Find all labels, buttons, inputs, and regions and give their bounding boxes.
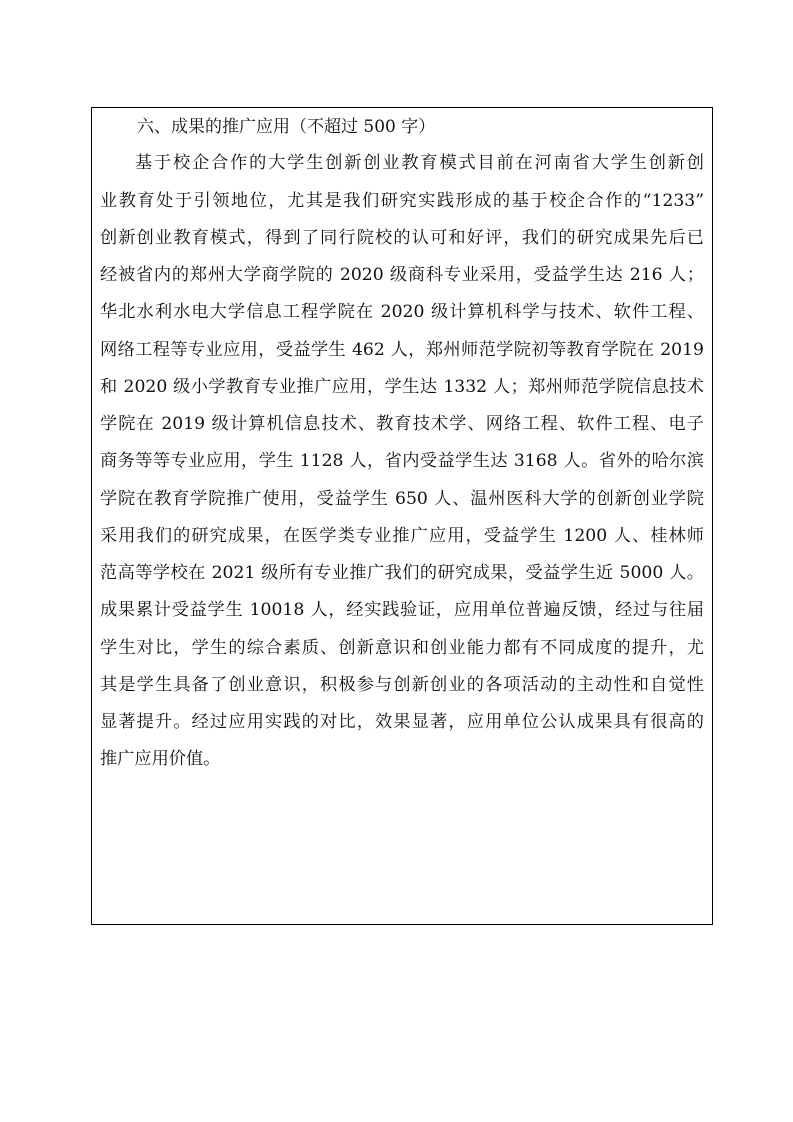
paragraph-line: 学生对比，学生的综合素质、创新意识和创业能力都有不同成度的提升，尤 [100,638,704,658]
paragraph-line: 采用我们的研究成果，在医学类专业推广应用，受益学生 1200 人、桂林师 [100,526,704,546]
section-heading: 六、成果的推广应用（不超过 500 字） [137,117,436,137]
paragraph-line: 业教育处于引领地位，尤其是我们研究实践形成的基于校企合作的“1233” [100,191,704,211]
paragraph-line: 经被省内的郑州大学商学院的 2020 级商科专业采用，受益学生达 216 人； [100,265,704,285]
paragraph-line: 推广应用价值。 [100,749,221,769]
paragraph-line: 和 2020 级小学教育专业推广应用，学生达 1332 人；郑州师范学院信息技术 [100,377,704,397]
content-frame [91,107,713,925]
paragraph-line: 其是学生具备了创业意识，积极参与创新创业的各项活动的主动性和自觉性 [100,675,704,695]
paragraph-line: 基于校企合作的大学生创新创业教育模式目前在河南省大学生创新创 [135,153,704,173]
paragraph-line: 成果累计受益学生 10018 人，经实践验证，应用单位普遍反馈，经过与往届 [100,600,704,620]
paragraph-line: 学院在教育学院推广使用，受益学生 650 人、温州医科大学的创新创业学院 [100,489,704,509]
paragraph-line: 网络工程等专业应用，受益学生 462 人，郑州师范学院初等教育学院在 2019 [100,340,704,360]
paragraph-line: 显著提升。经过应用实践的对比，效果显著，应用单位公认成果具有很高的 [100,712,704,732]
paragraph-line: 华北水利水电大学信息工程学院在 2020 级计算机科学与技术、软件工程、 [100,302,704,322]
paragraph-line: 创新创业教育模式，得到了同行院校的认可和好评，我们的研究成果先后已 [100,228,704,248]
paragraph-line: 范高等学校在 2021 级所有专业推广我们的研究成果，受益学生近 5000 人。 [100,563,704,583]
paragraph-line: 商务等等专业应用，学生 1128 人，省内受益学生达 3168 人。省外的哈尔滨 [100,451,704,471]
paragraph-line: 学院在 2019 级计算机信息技术、教育技术学、网络工程、软件工程、电子 [100,414,704,434]
